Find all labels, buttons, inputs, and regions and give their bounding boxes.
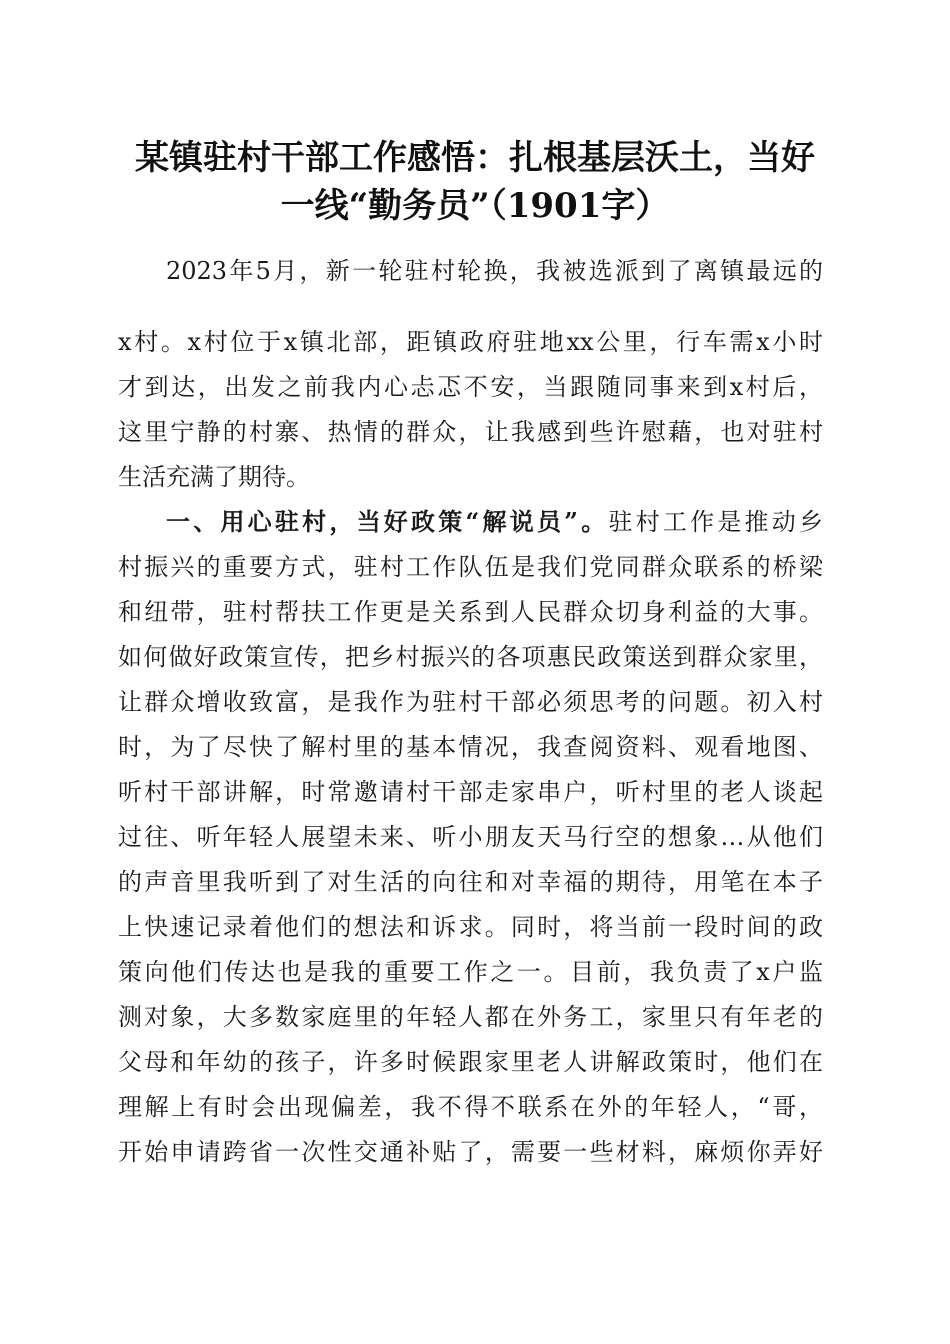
title-line: 某镇驻村干部工作感悟：扎根基层沃土，当好 (135, 138, 815, 178)
paragraph-2-line: 测对象，大多数家庭里的年轻人都在外务工，家里只有年老的 (118, 1003, 823, 1031)
paragraph-1-line: 2023年5月，新一轮驻村轮换，我被选派到了离镇最远的 (166, 257, 823, 285)
paragraph-2-line: 策向他们传达也是我的重要工作之一。目前，我负责了x户监 (118, 958, 823, 986)
paragraph-2-line: 时，为了尽快了解村里的基本情况，我查阅资料、观看地图、 (118, 733, 823, 761)
title-line: 一线“勤务员”（1901字） (280, 186, 670, 226)
paragraph-2-line: 听村干部讲解，时常邀请村干部走家串户，听村里的老人谈起 (118, 778, 823, 806)
paragraph-2-text: 驻村工作是推动乡 (608, 508, 824, 536)
paragraph-2-line: 上快速记录着他们的想法和诉求。同时，将当前一段时间的政 (118, 913, 823, 941)
paragraph-1-line: x村。x村位于x镇北部，距镇政府驻地xx公里，行车需x小时 (118, 328, 823, 356)
paragraph-2-line: 父母和年幼的孩子，许多时候跟家里老人讲解政策时，他们在 (118, 1048, 823, 1076)
paragraph-2-line: 理解上有时会出现偏差，我不得不联系在外的年轻人，“哥， (118, 1093, 823, 1121)
section-heading: 一、用心驻村，当好政策“解说员”。 (166, 507, 609, 536)
paragraph-1-line: 生活充满了期待。 (118, 463, 310, 491)
paragraph-2-line: 如何做好政策宣传，把乡村振兴的各项惠民政策送到群众家里， (118, 643, 823, 671)
paragraph-2-first-line (118, 507, 823, 537)
paragraph-2-line: 的声音里我听到了对生活的向往和对幸福的期待，用笔在本子 (118, 868, 823, 896)
paragraph-1-line: 这里宁静的村寨、热情的群众，让我感到些许慰藉，也对驻村 (118, 418, 823, 446)
paragraph-2-line: 让群众增收致富，是我作为驻村干部必须思考的问题。初入村 (118, 688, 823, 716)
paragraph-2-line: 过往、听年轻人展望未来、听小朋友天马行空的想象…从他们 (118, 823, 823, 851)
document-title (110, 134, 840, 230)
paragraph-1-line: 才到达，出发之前我内心忐忑不安，当跟随同事来到x村后， (118, 373, 823, 401)
paragraph-2-line: 村振兴的重要方式，驻村工作队伍是我们党同群众联系的桥梁 (118, 553, 823, 581)
paragraph-2-line: 开始申请跨省一次性交通补贴了，需要一些材料，麻烦你弄好 (118, 1138, 823, 1166)
paragraph-2-line: 和纽带，驻村帮扶工作更是关系到人民群众切身利益的大事。 (118, 598, 823, 626)
